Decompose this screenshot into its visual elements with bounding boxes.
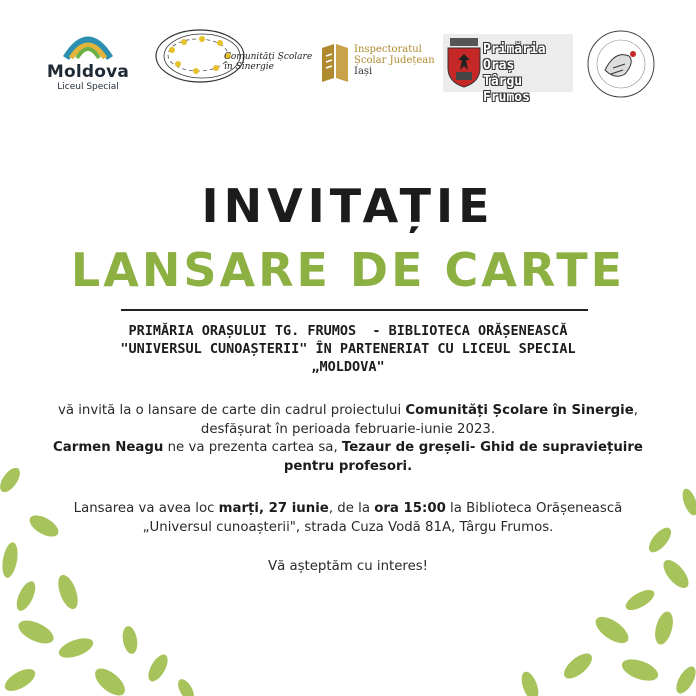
partners-line-3: „MOLDOVA" — [311, 359, 385, 375]
leaf-icon — [623, 586, 658, 614]
leaf-icon — [659, 556, 693, 592]
partners-heading — [60, 322, 636, 376]
event-details-paragraph: Lansarea va avea loc marți, 27 iunie, de la ora 15:00 la Biblioteca Orășenească „Universul cunoașterii", strada Cuza Vodă 81A, Târgu Frumos. — [73, 501, 623, 535]
leaf-icon — [13, 579, 39, 614]
moldova-logo-subtitle: Liceul Special — [57, 82, 119, 92]
leaf-icon — [0, 541, 20, 579]
moldova-arch-logo-icon — [63, 28, 113, 60]
partner-logos — [0, 0, 696, 110]
leaf-icon — [591, 612, 632, 649]
moldova-logo — [40, 28, 136, 98]
leaf-icon — [652, 610, 676, 647]
leaf-icon — [672, 664, 696, 696]
leaf-icon — [90, 664, 129, 696]
leaf-icon — [619, 655, 661, 685]
partners-line-1: PRIMĂRIA ORAȘULUI TG. FRUMOS - BIBLIOTECA ORĂȘENEASCĂ — [128, 323, 568, 339]
partners-line-2: "UNIVERSUL CUNOAȘTERII" ÎN PARTENERIAT CU LICEUL SPECIAL — [120, 341, 576, 357]
invitation-title: INVITAȚIE — [201, 179, 495, 233]
book-title: Tezaur de greșeli- Ghid de supraviețuire pentru profesori. — [283, 440, 643, 474]
moldova-logo-name: Moldova — [46, 62, 130, 82]
primaria-targu-frumos-logo — [443, 34, 573, 105]
author-name: Carmen Neagu — [53, 440, 164, 455]
universul-cunoasterii-seal-icon — [585, 28, 657, 100]
coat-of-arms-icon — [446, 38, 482, 88]
project-name: Comunități Școlare în Sinergie — [405, 403, 634, 418]
leaf-icon — [518, 670, 541, 696]
leaf-icon — [54, 572, 81, 611]
leaf-icon — [175, 677, 197, 696]
leaf-icon — [144, 652, 171, 685]
isj-book-logo-icon — [320, 42, 350, 82]
leaf-icon — [0, 465, 24, 496]
book-launch-subtitle: LANSARE DE CARTE — [70, 243, 626, 297]
isj-iasi-logo — [320, 40, 440, 88]
divider-line — [121, 309, 588, 311]
event-date: marți, 27 iunie — [218, 501, 329, 516]
closing-line: Vă așteptăm cu interes! — [267, 559, 429, 574]
leaf-icon — [56, 634, 95, 661]
comunitati-scolare-logo — [150, 26, 313, 86]
primaria-text: Primăria Oraș Târgu Frumos — [483, 42, 546, 105]
invitation-paragraph: vă invită la o lansare de carte din cadrul proiectului Comunități Școlare în Sinergie, desfășurat în perioada februarie-iunie 2023. Carmen Neagu ne va prezenta cartea sa, Tezaur de greșeli- Ghid de supraviețuire pentru profesori. — [53, 403, 643, 474]
comunitati-scolare-text: Comunități Școlare în Sinergie — [224, 52, 313, 72]
leaf-icon — [15, 616, 57, 648]
leaf-icon — [560, 649, 596, 683]
biblioteca-universul-cunoasterii-logo — [585, 28, 657, 100]
leaf-icon — [121, 625, 140, 655]
event-time: ora 15:00 — [374, 501, 446, 516]
isj-iasi-text: Inspectoratul Școlar Județean Iași — [354, 44, 435, 77]
leaf-icon — [680, 487, 696, 517]
leaf-icon — [1, 665, 38, 696]
